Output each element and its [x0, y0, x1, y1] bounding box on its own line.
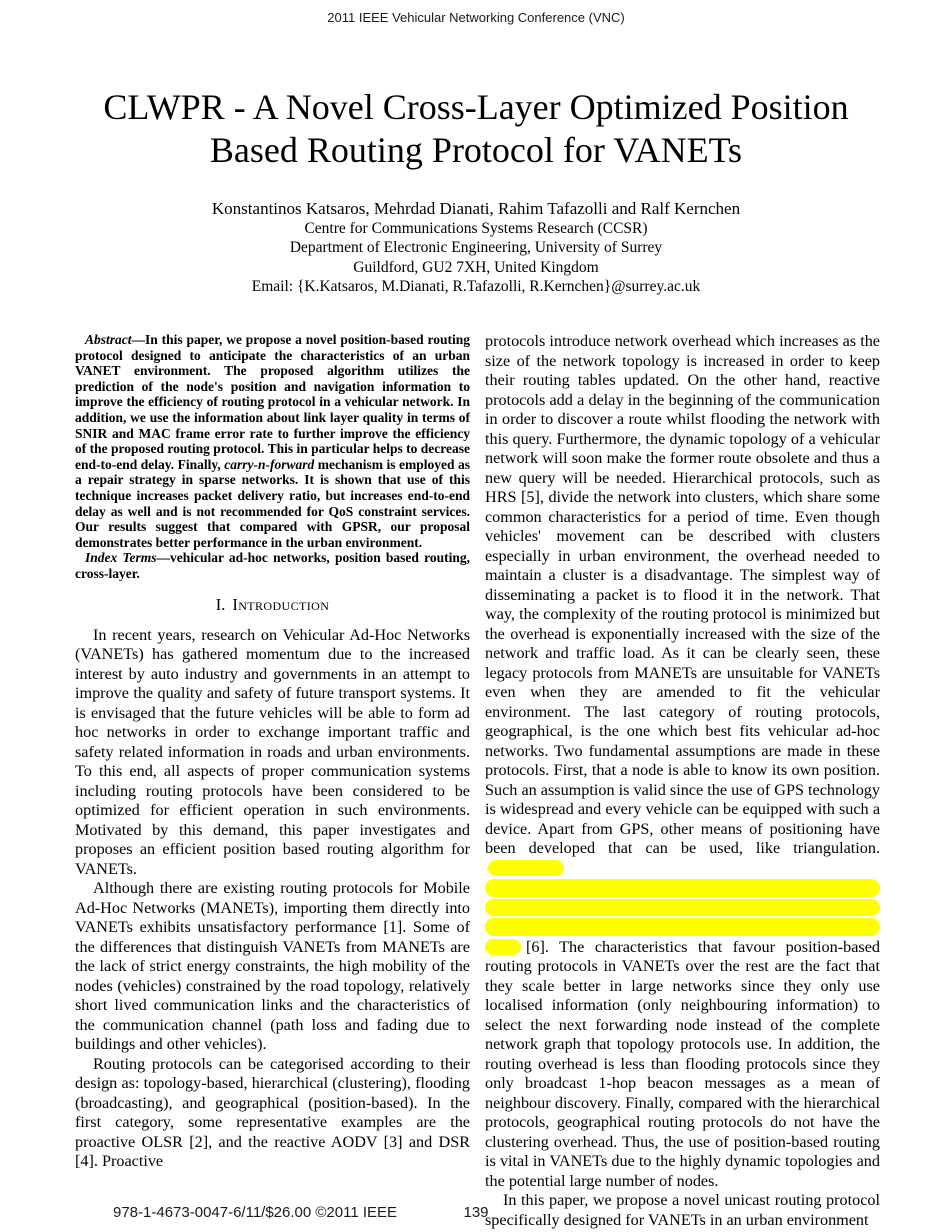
highlight-inline-end: [488, 860, 564, 876]
copyright-notice: 978-1-4673-0047-6/11/$26.00 ©2011 IEEE: [113, 1204, 398, 1221]
email-line: Email: {K.Katsaros, M.Dianati, R.Tafazolli, R.Kernchen}@surrey.ac.uk: [251, 278, 701, 295]
highlight-redaction-bar: [485, 879, 880, 897]
highlight-inline-start: [485, 939, 521, 955]
two-column-body: [75, 332, 880, 1230]
affiliation-line-3: Guildford, GU2 7XH, United Kingdom: [353, 258, 599, 276]
index-terms-paragraph: Index Terms—vehicular ad-hoc networks, position based routing, cross-layer.: [75, 550, 470, 581]
paper-title: CLWPR - A Novel Cross-Layer Optimized Position Based Routing Protocol for VANETs: [103, 87, 849, 170]
affiliation-line-2: Department of Electronic Engineering, University of Surrey: [289, 239, 663, 256]
intro-paragraph-2: Although there are existing routing protocols for Mobile Ad-Hoc Networks (MANETs), importing them directly into VANETs exhibits unsatisfactory performance [1]. Some of the differences that distinguish VANETs from MANETs are the lack of strict energy constraints, the high mobility of the nodes (vehicles) constrained by the road topology, relatively short lived communication links and the characteristics of the communication channel (path loss and fading due to buildings and other vehicles).: [75, 879, 470, 1053]
intro-paragraph-1: In recent years, research on Vehicular Ad-Hoc Networks (VANETs) has gathered momentum due to the increased interest by auto industry and governments in an attempt to improve the quality and safety of future transport systems. It is envisaged that the future vehicles will be able to form ad hoc networks in order to exchange important traffic and safety related information in roads and urban environments. To this end, all aspects of proper communication systems including routing protocols have been considered to be optimized for efficient operation in such environments. Motivated by this demand, this paper investigates and proposes an efficient position based routing algorithm for VANETs.: [75, 625, 470, 878]
author-names: Konstantinos Katsaros, Mehrdad Dianati, Rahim Tafazolli and Ralf Kernchen: [211, 199, 741, 218]
highlight-redaction-block: [485, 879, 880, 936]
intro-paragraph-4-continued: protocols introduce network overhead which increases as the size of the network topology is increased in order to keep their routing tables updated. On the other hand, reactive protocols add a delay in the beginning of the communication in order to discover a route whilst flooding the network with this query. Furthermore, the dynamic topology of a vehicular network will soon make the former route obsolete and thus a new query will be needed. Hierarchical protocols, such as HRS [5], divide the network into clusters, which share some common characteristics for a period of time. Even though vehicles' movement can be described with clusters especially in urban environment, the overhead needed to maintain a cluster is a disadvantage. The simplest way of disseminating a packet is to flood it in the network. That way, the complexity of the routing protocol is minimized but the overhead is exponentially increased with the size of the network and traffic load. As it can be clearly seen, these legacy protocols from MANETs are unsuitable for VANETs even when they are amended to fit the vehicular environment. The last category of routing protocols, geographical, is the one which best fits vehicular ad-hoc networks. Two fundamental assumptions are made in these protocols. First, that a node is able to know its own position. Such an assumption is valid since the use of GPS technology is widespread and every vehicle can be equipped with such a device. Apart from GPS, other means of positioning have been developed that can be used, like triangulation.: [485, 332, 880, 878]
section-title: Introduction: [232, 594, 330, 614]
section-number: I.: [215, 594, 226, 614]
intro-paragraph-5: In this paper, we propose a novel unicast routing protocol specifically designed for VANETs in an urban environment: [485, 1191, 880, 1229]
affiliation-line-1: Centre for Communications Systems Research (CCSR): [304, 219, 648, 237]
left-column: [75, 332, 470, 1230]
authors-block: [0, 199, 952, 297]
running-header: 2011 IEEE Vehicular Networking Conference (VNC): [327, 10, 625, 25]
intro-paragraph-3: Routing protocols can be categorised according to their design as: topology-based, hierarchical (clustering), flooding (broadcasting), and geographical (position-based). In the first category, some representative examples are the proactive OLSR [2], and the reactive AODV [3] and DSR [4]. Proactive: [75, 1054, 470, 1170]
section-heading-introduction: [75, 595, 470, 615]
highlight-redaction-bar: [485, 899, 880, 917]
page-number: 139: [463, 1204, 489, 1221]
intro-paragraph-4-after-highlight: [6]. The characteristics that favour position-based routing protocols in VANETs over the rest are the fact that they scale better in large networks since they only use localised information (only neighbouring information) to select the next forwarding node instead of the complete network graph that topology protocols use. In addition, the routing overhead is less than flooding protocols since they only broadcast 1-hop beacon messages as a mean of neighbour discovery. Finally, compared with the hierarchical protocols, geographical routing protocols do not have the clustering overhead. Thus, the use of position-based routing is vital in VANETs due to the highly dynamic topologies and the potential large number of nodes.: [485, 937, 880, 1190]
right-column: [485, 332, 880, 1230]
highlight-redaction-bar: [485, 918, 880, 936]
abstract-paragraph: Abstract—In this paper, we propose a novel position-based routing protocol designed to anticipate the characteristics of an urban VANET environment. The proposed algorithm utilizes the prediction of the node's position and navigation information to improve the efficiency of routing protocol in a vehicular network. In addition, we use the information about link layer quality in terms of SNIR and MAC frame error rate to further improve the efficiency of the proposed routing protocol. This in particular helps to decrease end-to-end delay. Finally, carry-n-forward mechanism is employed as a repair strategy in sparse networks. It is shown that use of this technique increases packet delivery ratio, but increases end-to-end delay as well and is not recommended for QoS constraint services. Our results suggest that compared with GPSR, our proposal demonstrates better performance in the urban environment.: [75, 332, 470, 550]
